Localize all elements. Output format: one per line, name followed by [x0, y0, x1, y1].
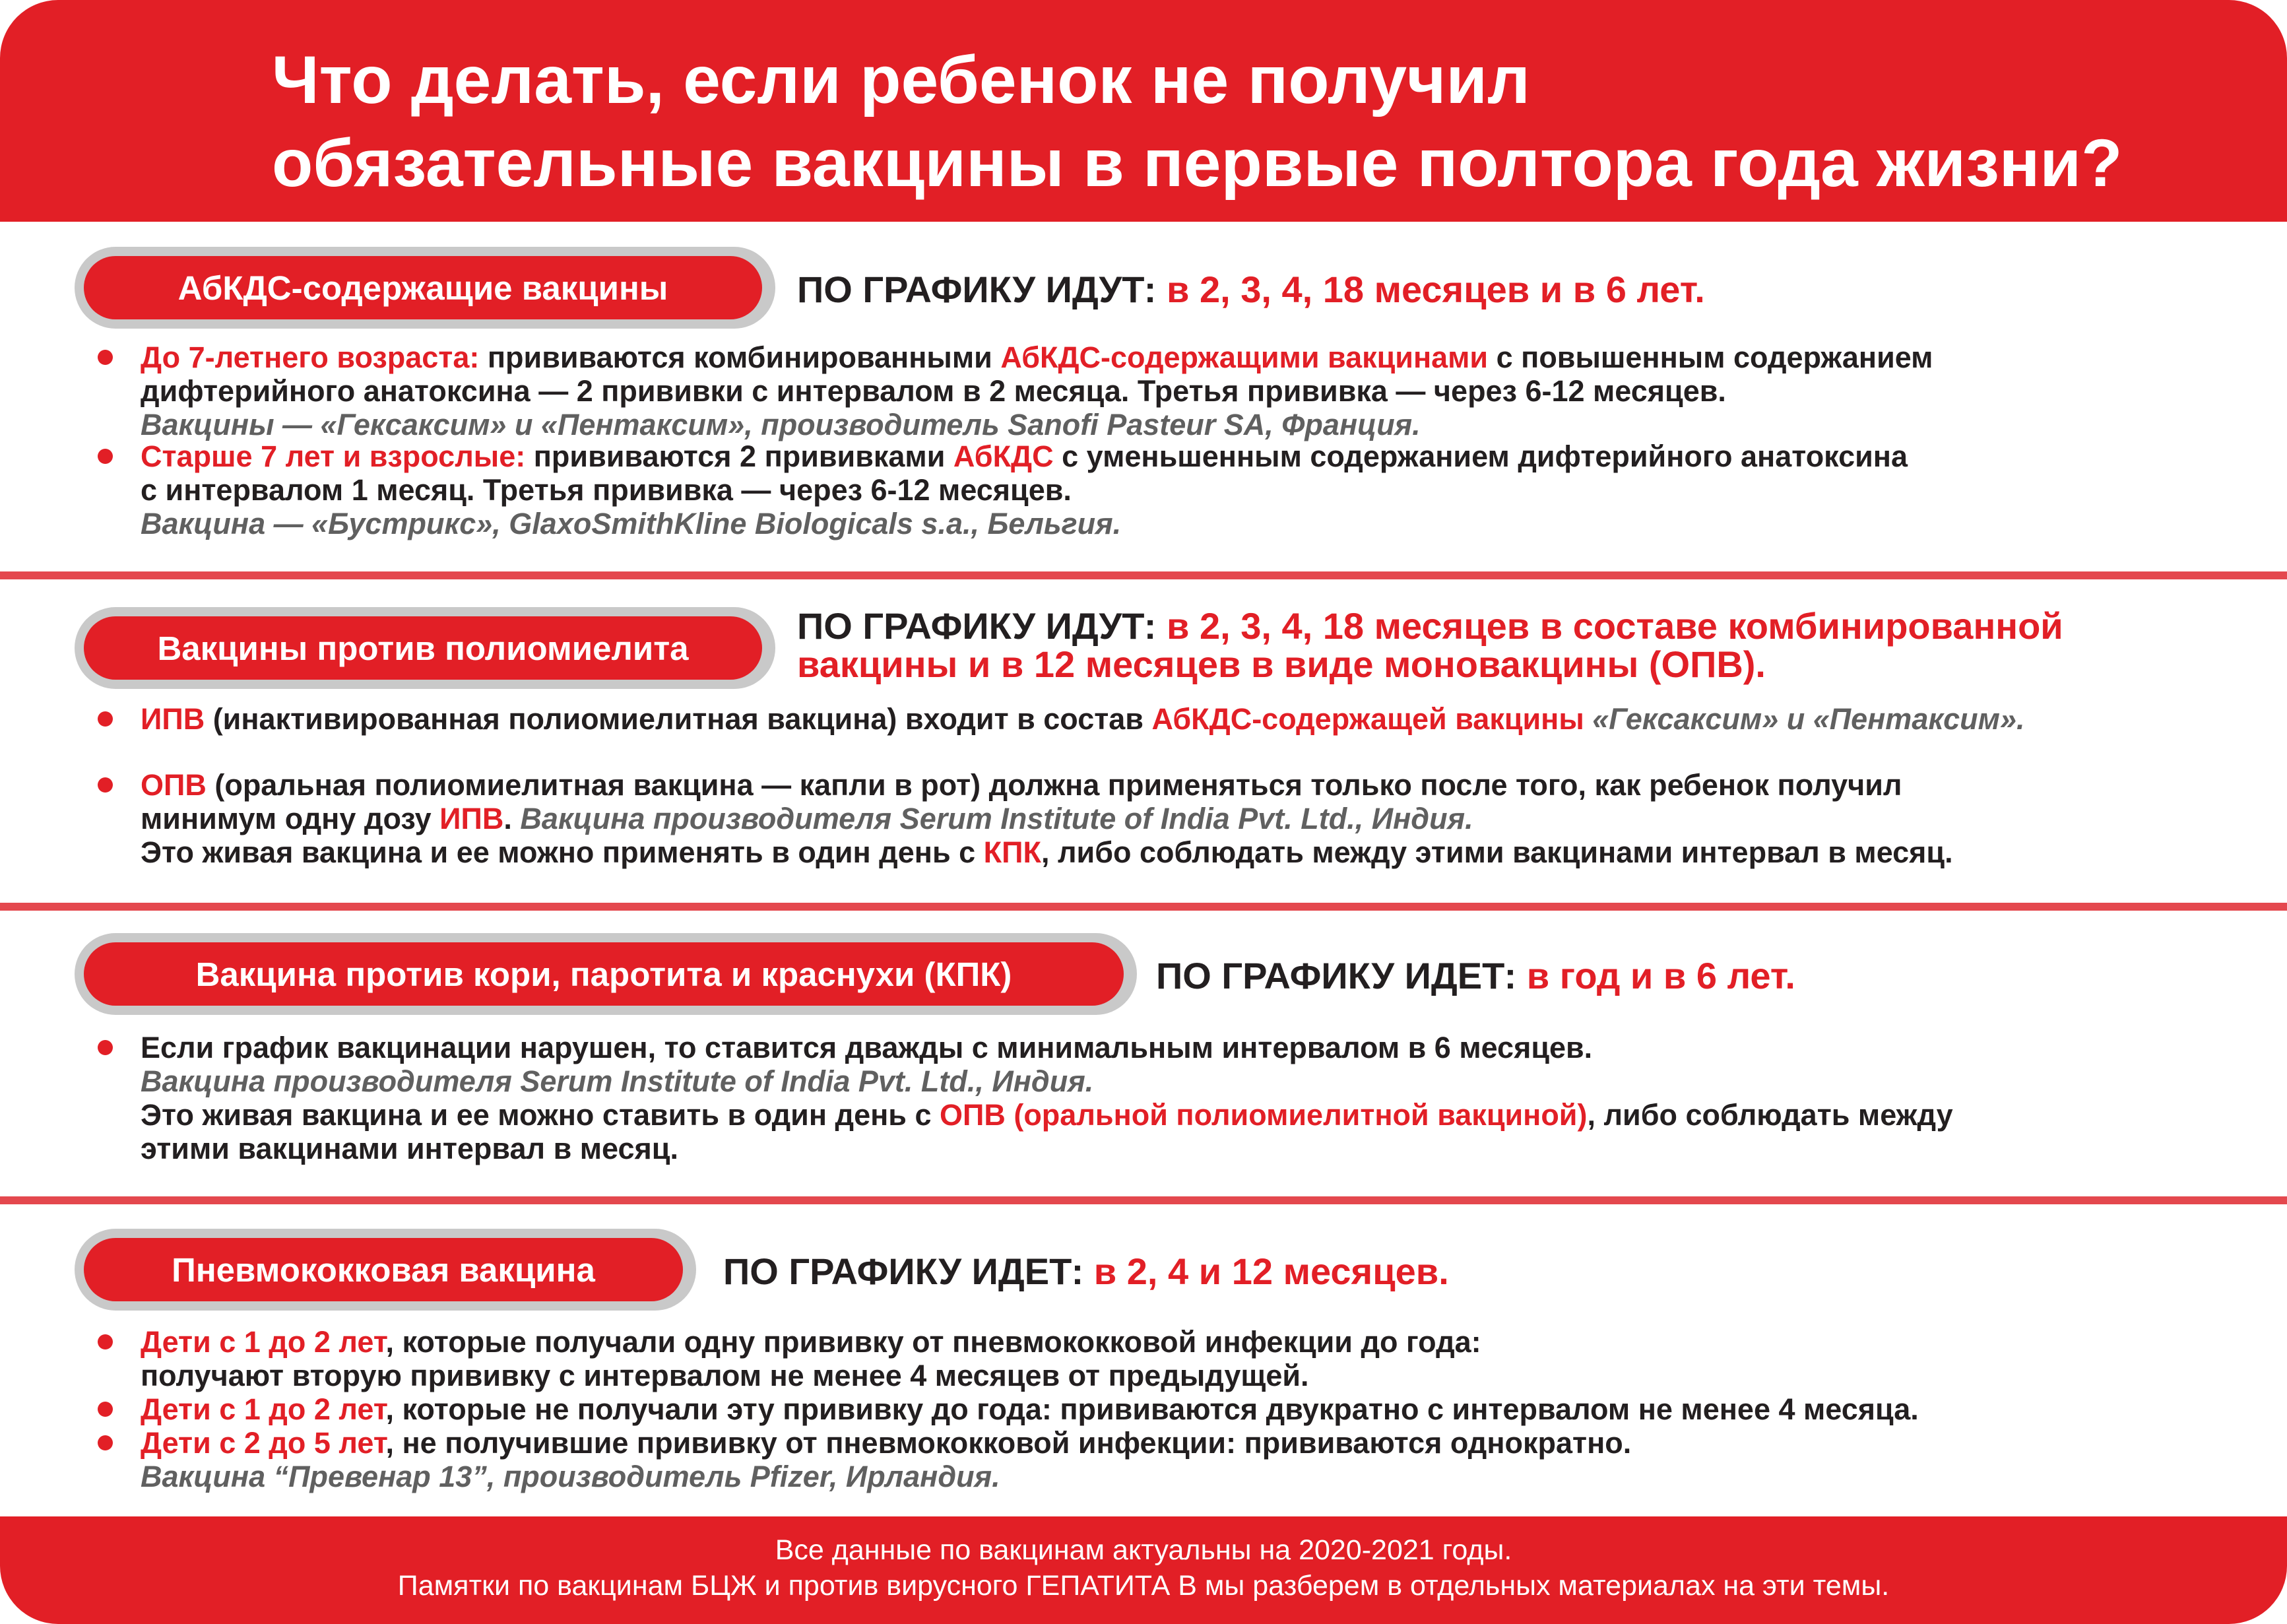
item-text: минимум одну дозу — [141, 802, 440, 835]
item-text: с уменьшенным содержанием дифтерийного анатоксина — [1053, 439, 1908, 473]
item-text: , которые не получали эту прививку до года: прививаются двукратно с интервалом не менее 4 месяца. — [385, 1392, 1919, 1426]
item-text: этими вакцинами интервал в месяц. — [141, 1132, 678, 1165]
item-text: , либо соблюдать между — [1587, 1098, 1953, 1132]
item-highlight: Дети с 1 до 2 лет — [141, 1392, 386, 1426]
list-item — [141, 1392, 1919, 1426]
schedule-value: в 2, 4 и 12 месяцев. — [1093, 1250, 1449, 1292]
title-line-1: Что делать, если ребенок не получил — [272, 42, 1530, 117]
schedule-label: ПО ГРАФИКУ ИДЕТ: — [1156, 955, 1517, 996]
bullet-icon — [98, 711, 113, 727]
item-text: , не получившие прививку от пневмококковой инфекции: прививаются однократно. — [385, 1426, 1632, 1460]
section-divider — [0, 571, 2287, 579]
section-pneumococcal-schedule — [723, 1252, 1449, 1291]
list-item — [141, 768, 1953, 869]
section-polio-pill — [75, 607, 775, 689]
item-text: Если график вакцинации нарушен, то ставится дважды с минимальным интервалом в 6 месяцев. — [141, 1031, 1593, 1064]
item-text: Это живая вакцина и ее можно применять в один день с — [141, 835, 984, 869]
section-pneumococcal-title: Пневмококковая вакцина — [84, 1238, 683, 1301]
item-highlight: До 7-летнего возраста: — [141, 341, 480, 374]
section-abkds-schedule — [797, 271, 1705, 309]
item-highlight: Дети с 1 до 2 лет — [141, 1325, 386, 1359]
section-mmr-title: Вакцина против кори, паротита и краснухи (КПК) — [84, 942, 1124, 1006]
item-text: прививаются комбинированными — [479, 341, 1001, 374]
bullet-icon — [98, 350, 113, 365]
item-highlight: КПК — [983, 835, 1041, 869]
item-text: , либо соблюдать между этими вакцинами интервал в месяц. — [1041, 835, 1953, 869]
item-highlight: Старше 7 лет и взрослые: — [141, 439, 526, 473]
list-item — [141, 702, 2025, 736]
schedule-value: в 2, 3, 4, 18 месяцев в составе комбинированной — [1166, 605, 2063, 647]
item-highlight: АбКДС-содержащими вакцинами — [1000, 341, 1489, 374]
section-pneumococcal-pill — [75, 1229, 696, 1311]
list-item — [141, 341, 1933, 441]
bullet-icon — [98, 1334, 113, 1349]
bullet-icon — [98, 1040, 113, 1055]
item-text: с повышенным содержанием — [1488, 341, 1933, 374]
footer-banner — [0, 1516, 2287, 1624]
item-vaccine-note: Вакцина — «Бустрикс», GlaxoSmithKline Biologicals s.a., Бельгия. — [141, 507, 1122, 540]
bullet-icon — [98, 1402, 113, 1417]
item-highlight: АбКДС-содержащей вакцины — [1151, 702, 1584, 736]
item-text: получают вторую прививку с интервалом не менее 4 месяцев от предыдущей. — [141, 1359, 1309, 1392]
section-abkds-title: АбКДС-содержащие вакцины — [84, 256, 762, 319]
schedule-label: ПО ГРАФИКУ ИДУТ: — [797, 269, 1157, 310]
bullet-icon — [98, 449, 113, 464]
section-divider — [0, 1196, 2287, 1204]
item-text: дифтерийного анатоксина — 2 прививки с интервалом в 2 месяца. Третья прививка — через 6-12 месяцев. — [141, 374, 1726, 408]
item-text: (инактивированная полиомиелитная вакцина) входит в состав — [205, 702, 1152, 736]
item-text: Это живая вакцина и ее можно ставить в один день с — [141, 1098, 940, 1132]
item-vaccine-note: Вакцина “Превенар 13”, производитель Pfizer, Ирландия. — [141, 1460, 1000, 1493]
item-text: . — [503, 802, 521, 835]
item-vaccine-note: Вакцины — «Гексаксим» и «Пентаксим», производитель Sanofi Pasteur SA, Франция. — [141, 408, 1421, 441]
item-highlight: ИПВ — [439, 802, 504, 835]
list-item — [141, 1426, 1631, 1493]
schedule-value: вакцины и в 12 месяцев в виде моновакцины (ОПВ). — [797, 643, 1766, 685]
item-highlight: ОПВ — [141, 768, 207, 802]
bullet-icon — [98, 1435, 113, 1450]
list-item — [141, 1031, 1953, 1165]
item-highlight: ИПВ — [141, 702, 205, 736]
page-title — [272, 38, 2122, 205]
schedule-value: в 2, 3, 4, 18 месяцев и в 6 лет. — [1166, 269, 1705, 310]
schedule-value: в год и в 6 лет. — [1526, 955, 1795, 996]
item-vaccine-note: Вакцина производителя Serum Institute of India Pvt. Ltd., Индия. — [520, 802, 1473, 835]
header-banner — [0, 0, 2287, 222]
item-text: с интервалом 1 месяц. Третья прививка — через 6-12 месяцев. — [141, 473, 1072, 507]
list-item — [141, 1325, 1481, 1392]
section-mmr-schedule — [1156, 957, 1795, 995]
schedule-label: ПО ГРАФИКУ ИДУТ: — [797, 605, 1157, 647]
footer-line-2: Памятки по вакцинам БЦЖ и против вирусного ГЕПАТИТА В мы разберем в отдельных материалах на эти темы. — [397, 1570, 1890, 1602]
item-vaccine-note: Вакцина производителя Serum Institute of India Pvt. Ltd., Индия. — [141, 1064, 1094, 1098]
section-polio-schedule — [797, 607, 2063, 684]
item-highlight: ОПВ (оральной полиомиелитной вакциной) — [939, 1098, 1588, 1132]
item-highlight: АбКДС — [953, 439, 1054, 473]
section-abkds-pill — [75, 247, 775, 329]
section-polio-title: Вакцины против полиомиелита — [84, 616, 762, 680]
bullet-icon — [98, 777, 113, 793]
item-text: , которые получали одну прививку от пневмококковой инфекции до года: — [385, 1325, 1481, 1359]
schedule-label: ПО ГРАФИКУ ИДЕТ: — [723, 1250, 1084, 1292]
section-mmr-pill — [75, 933, 1137, 1015]
item-text: прививаются 2 прививками — [525, 439, 953, 473]
section-divider — [0, 903, 2287, 911]
title-line-2: обязательные вакцины в первые полтора года жизни? — [272, 125, 2123, 201]
item-vaccine-note: «Гексаксим» и «Пентаксим». — [1584, 702, 2025, 736]
footer-line-1: Все данные по вакцинам актуальны на 2020-2021 годы. — [775, 1534, 1512, 1566]
list-item — [141, 439, 1908, 540]
item-highlight: Дети с 2 до 5 лет — [141, 1426, 386, 1460]
item-text: (оральная полиомиелитная вакцина — капли в рот) должна применяться только после того, как ребенок получил — [206, 768, 1902, 802]
